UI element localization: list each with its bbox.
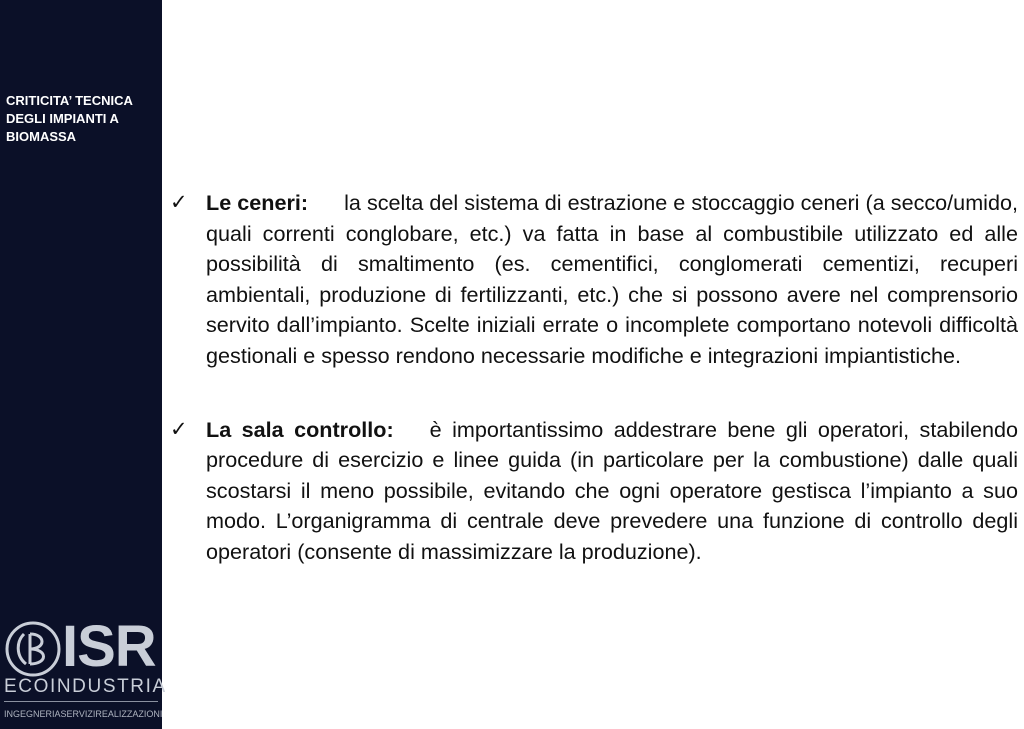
bullet-label: La sala controllo: <box>206 416 394 442</box>
sidebar <box>0 0 167 729</box>
sidebar-title: CRITICITA’ TECNICA DEGLI IMPIANTI A BIOMASSA <box>6 93 133 144</box>
bullet-ceneri <box>170 188 1018 372</box>
logo-subtitle: ECOINDUSTRIA <box>4 676 167 697</box>
content-area <box>170 188 1018 568</box>
isr-monogram-icon <box>4 620 62 678</box>
bullet-text: è importantissimo addestrare bene gli operatori, stabilendo procedure di esercizio e linee guida (in particolare per la combustione) dalle quali scostarsi il meno possibile, evitando che ogni operatore gestisca l’impianto a suo modo. L’organigramma di centrale deve prevedere una funzione di controllo degli operatori (consente di massimizzare la produzione). <box>206 416 1018 564</box>
bullet-label: Le ceneri: <box>206 190 309 215</box>
checkmark-icon: ✓ <box>170 417 188 441</box>
company-logo <box>0 612 167 729</box>
logo-brand-text: ISR <box>62 614 156 679</box>
checkmark-icon: ✓ <box>170 191 188 214</box>
logo-tagline: INGEGNERIASERVIZIREALIZZAZIONI <box>4 709 163 719</box>
logo-divider <box>4 701 158 702</box>
bullet-sala-controllo <box>170 415 1018 568</box>
bullet-text: la scelta del sistema di estrazione e stoccaggio ceneri (a secco/umido, quali correnti conglobare, etc.) va fatta in base al combustibile utilizzato ed alle possibilità di smaltimento (es. cementifici, conglomerati cementizi, recuperi ambientali, produzione di fertilizzanti, etc.) che si possono avere nel comprensorio servito dall’impianto. Scelte iniziali errate o incomplete comportano notevoli difficoltà gestionali e spesso rendono necessarie modifiche e integrazioni impiantistiche. <box>206 190 1018 368</box>
